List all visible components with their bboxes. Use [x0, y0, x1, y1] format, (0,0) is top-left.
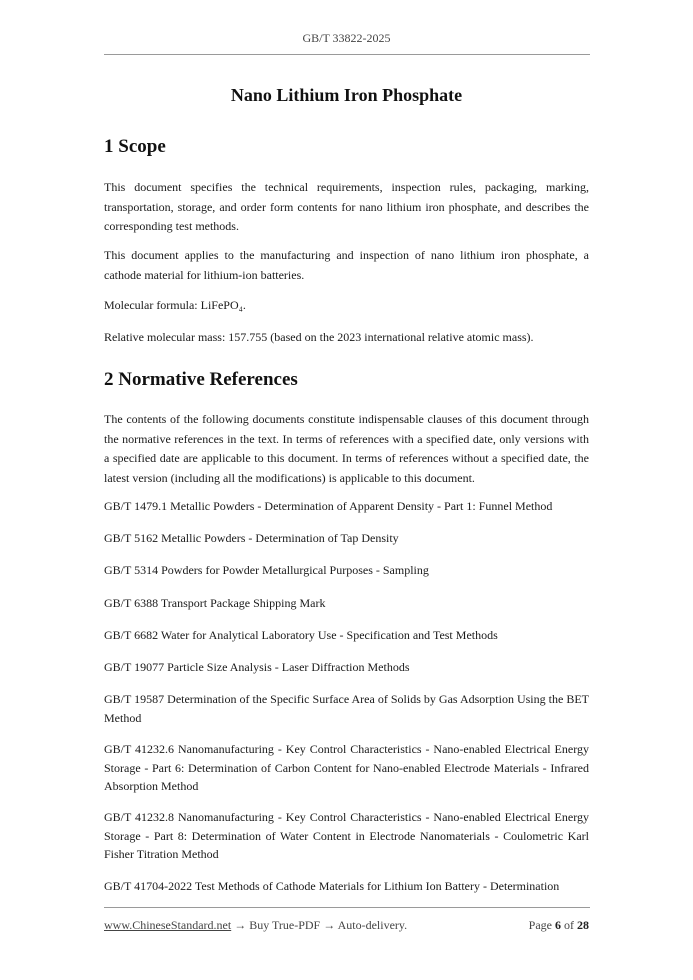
- normative-references-intro: The contents of the following documents constitute indispensable clauses of this document through the normative references in the text. In terms of references with a specified date, only versions with a specified date are applicable to this document. In terms of references without a specified date, the latest version (including all the modifications) is applicable to this document.: [104, 412, 589, 485]
- document-title: Nano Lithium Iron Phosphate: [230, 85, 463, 105]
- current-page-number: 6: [555, 918, 561, 932]
- reference-item: GB/T 5162 Metallic Powders - Determination of Tap Density: [104, 531, 399, 545]
- buy-true-pdf-link[interactable]: Buy True-PDF: [249, 918, 321, 932]
- auto-delivery-text: Auto-delivery.: [337, 918, 408, 932]
- page-indicator: [529, 918, 589, 933]
- scope-paragraph-2: This document applies to the manufacturing and inspection of nano lithium iron phosphate, a cathode material for lithium-ion batteries.: [104, 248, 589, 282]
- reference-item: GB/T 6682 Water for Analytical Laboratory Use - Specification and Test Methods: [104, 628, 498, 642]
- reference-item: GB/T 6388 Transport Package Shipping Mark: [104, 596, 326, 610]
- scope-paragraph-1: This document specifies the technical requirements, inspection rules, packaging, marking, transportation, storage, and order form contents for nano lithium iron phosphate, and describes the corresponding test methods.: [104, 180, 589, 233]
- reference-item: GB/T 5314 Powders for Powder Metallurgical Purposes - Sampling: [104, 563, 429, 577]
- arrow-right-icon: →: [234, 918, 247, 932]
- relative-molecular-mass: Relative molecular mass: 157.755 (based on the 2023 international relative atomic mass).: [104, 330, 534, 344]
- reference-item: GB/T 19587 Determination of the Specific Surface Area of Solids by Gas Adsorption Using the BET Method: [104, 692, 589, 725]
- footer-divider: [104, 907, 590, 908]
- section-heading-scope: 1 Scope: [104, 136, 166, 157]
- section-heading-normative-references: 2 Normative References: [104, 369, 298, 390]
- reference-item: GB/T 41704-2022 Test Methods of Cathode Materials for Lithium Ion Battery - Determination: [104, 879, 560, 893]
- page-of-label: of: [564, 918, 574, 932]
- reference-item: GB/T 1479.1 Metallic Powders - Determination of Apparent Density - Part 1: Funnel Method: [104, 499, 553, 513]
- site-link[interactable]: www.ChineseStandard.net: [104, 918, 232, 932]
- reference-item: GB/T 41232.6 Nanomanufacturing - Key Control Characteristics - Nano-enabled Electrical Energy Storage - Part 6: Determination of Carbon Content for Nano-enabled Electrode Materials - Infrared Absorption Method: [104, 742, 589, 793]
- molecular-formula: Molecular formula: LiFePO₄.: [104, 298, 246, 312]
- total-pages-number: 28: [577, 918, 589, 932]
- reference-item: GB/T 19077 Particle Size Analysis - Laser Diffraction Methods: [104, 660, 410, 674]
- page-header-standard-code: GB/T 33822-2025: [302, 31, 391, 45]
- reference-item: GB/T 41232.8 Nanomanufacturing - Key Control Characteristics - Nano-enabled Electrical Energy Storage - Part 8: Determination of Water Content in Electrode Nanomaterials - Coulometric Karl Fisher Titration Method: [104, 810, 589, 861]
- header-divider: [104, 54, 590, 55]
- page-label: Page: [528, 918, 552, 932]
- arrow-right-icon: →: [323, 918, 336, 932]
- footer-promo: [104, 918, 407, 933]
